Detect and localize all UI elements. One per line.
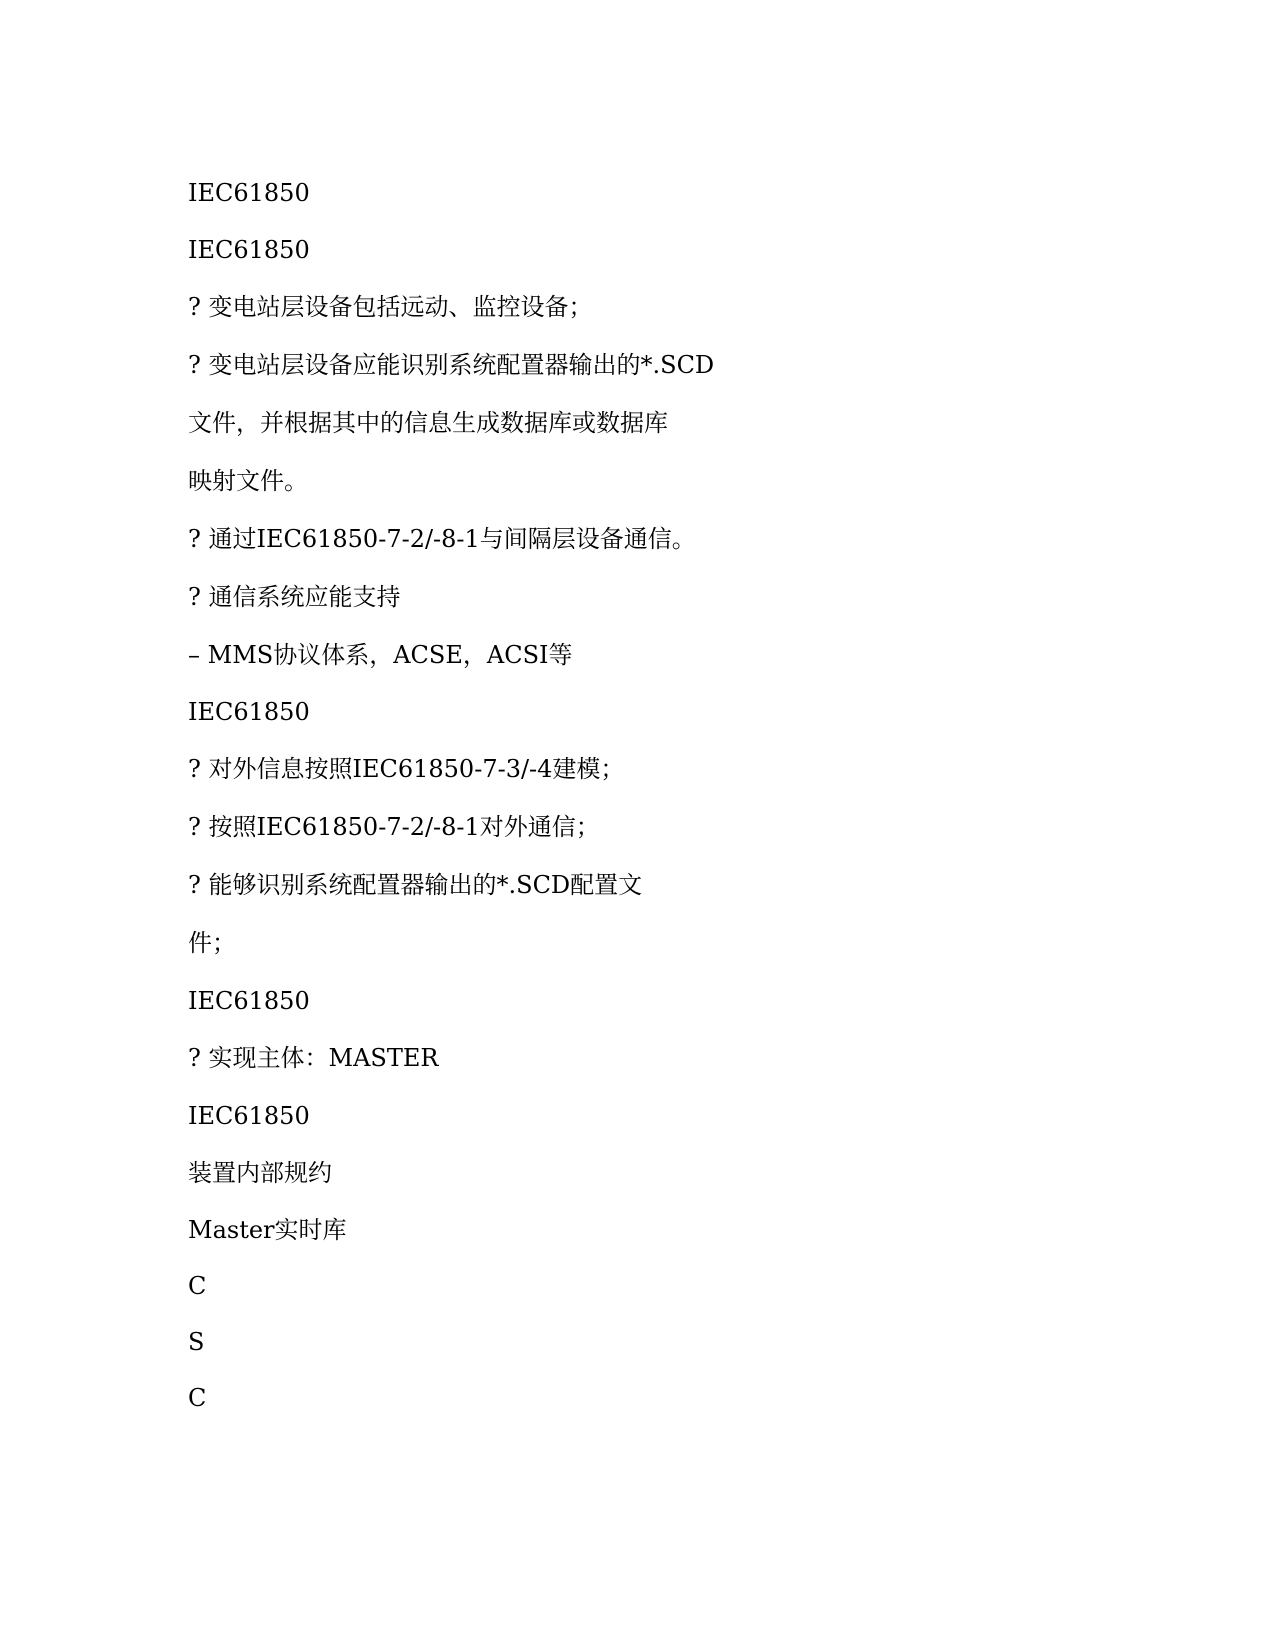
bullet-scd-config: ? 能够识别系统配置器输出的*.SCD配置文 — [188, 871, 643, 899]
bullet-comm-support: ? 通信系统应能支持 — [188, 583, 401, 611]
heading-iec61850-1: IEC61850 — [188, 179, 310, 207]
heading-iec61850-2: IEC61850 — [188, 236, 310, 264]
letter-c: C — [188, 1384, 207, 1412]
letter-s: S — [188, 1328, 205, 1356]
text-line-continued: 文件，并根据其中的信息生成数据库或数据库 — [188, 409, 668, 437]
bullet-modeling: ? 对外信息按照IEC61850-7-3/-4建模； — [188, 755, 625, 783]
text-line-continued: 件； — [188, 929, 236, 957]
heading-iec61850-5: IEC61850 — [188, 1102, 310, 1130]
bullet-bay-communication: ? 通过IEC61850-7-2/-8-1与间隔层设备通信。 — [188, 525, 696, 553]
sub-bullet-mms: – MMS协议体系，ACSE，ACSI等 — [188, 641, 573, 669]
text-master-realtime-db: Master实时库 — [188, 1216, 347, 1244]
heading-iec61850-4: IEC61850 — [188, 987, 310, 1015]
bullet-scd-recognition: ? 变电站层设备应能识别系统配置器输出的*.SCD — [188, 351, 715, 379]
letter-c: C — [188, 1272, 207, 1300]
bullet-external-comm: ? 按照IEC61850-7-2/-8-1对外通信； — [188, 813, 600, 841]
bullet-master: ? 实现主体：MASTER — [188, 1044, 439, 1072]
heading-iec61850-3: IEC61850 — [188, 698, 310, 726]
text-internal-protocol: 装置内部规约 — [188, 1159, 332, 1187]
bullet-station-devices: ? 变电站层设备包括远动、监控设备； — [188, 293, 593, 321]
text-line-continued: 映射文件。 — [188, 467, 308, 495]
